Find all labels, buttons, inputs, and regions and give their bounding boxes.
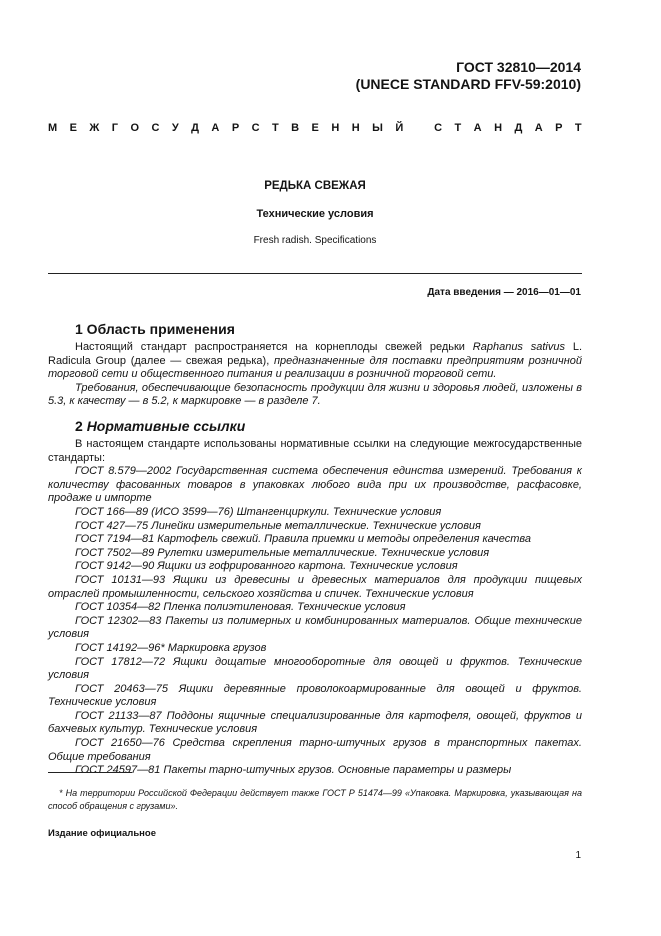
banner-letter: О — [130, 122, 140, 134]
references-list — [48, 465, 582, 778]
banner-letter: Е — [311, 122, 319, 134]
footnote-text: * На территории Российской Федерации действует также ГОСТ Р 51474—99 «Упаковка. Маркировка, указывающая на способ обращения с грузами». — [48, 788, 582, 811]
section-1-body — [48, 341, 582, 409]
banner-letter: Р — [231, 122, 240, 134]
reference-item: ГОСТ 10354—82 Пленка полиэтиленовая. Технические условия — [75, 601, 406, 614]
reference-item: ГОСТ 17812—72 Ящики дощатые многооборотные для овощей и фруктов. Технические условия — [48, 655, 582, 682]
reference-item: ГОСТ 9142—90 Ящики из гофрированного картона. Технические условия — [75, 560, 458, 573]
gost-number: ГОСТ 32810—2014 — [456, 59, 581, 75]
reference-item: ГОСТ 20463—75 Ящики деревянные проволокоармированные для овощей и фруктов. Технические условия — [48, 682, 582, 709]
references-intro: В настоящем стандарте использованы нормативные ссылки на следующие межгосударственные стандарты: — [48, 438, 582, 464]
reference-item: ГОСТ 12302—83 Пакеты из полимерных и комбинированных материалов. Общие технические условия — [48, 614, 582, 641]
section-1-heading: 1 Область применения — [75, 321, 235, 337]
section-2-number: 2 — [75, 418, 83, 434]
edition-label: Издание официальное — [48, 828, 156, 839]
reference-item: ГОСТ 7502—89 Рулетки измерительные металлические. Технические условия — [75, 546, 490, 559]
section-1-paragraph-2: Требования, обеспечивающие безопасность продукции для жизни и здоровья людей, изложены в 5.3, к качеству — в 5.2, к маркировке — в разделе 7. — [48, 381, 582, 408]
banner-letter: Д — [191, 122, 199, 134]
banner-letter: Г — [111, 122, 119, 134]
banner-letter: Н — [494, 122, 503, 134]
reference-item: ГОСТ 24597—81 Пакеты тарно-штучных грузов. Основные параметры и размеры — [75, 764, 512, 777]
normative-references — [48, 438, 582, 778]
banner-letter: Й — [395, 122, 404, 134]
reference-item: ГОСТ 427—75 Линейки измерительные металлические. Технические условия — [75, 519, 481, 532]
banner-letter: Ы — [372, 122, 383, 134]
banner-letter: Т — [271, 122, 279, 134]
banner-letter: А — [473, 122, 482, 134]
introduction-date: Дата введения — 2016—01—01 — [427, 287, 581, 298]
document-subtitle: Технические условия — [256, 208, 374, 220]
document-designation — [356, 59, 581, 93]
banner-letter: Д — [514, 122, 523, 134]
banner-letter: С — [434, 122, 443, 134]
unece-reference: (UNECE STANDARD FFV-59:2010) — [355, 76, 581, 92]
banner-letter: Е — [69, 122, 77, 134]
banner-letter: С — [251, 122, 260, 134]
banner-letter: Н — [351, 122, 360, 134]
banner-letter: Т — [454, 122, 462, 134]
footnote-separator — [48, 772, 132, 773]
banner-letter: У — [171, 122, 179, 134]
scope-text-cont: L. Radicula Group (далее — свежая редька), — [48, 341, 582, 367]
banner-letter: А — [534, 122, 543, 134]
reference-item: ГОСТ 14192—96* Маркировка грузов — [75, 641, 267, 654]
title-divider — [48, 273, 582, 274]
banner-letter — [416, 122, 422, 134]
banner-letter: Т — [574, 122, 582, 134]
page-number: 1 — [575, 850, 581, 861]
banner-letter: Н — [331, 122, 340, 134]
banner-letter: Ж — [89, 122, 100, 134]
banner-letter: С — [151, 122, 160, 134]
banner-letter: В — [291, 122, 300, 134]
reference-item: ГОСТ 7194—81 Картофель свежий. Правила приемки и методы определения качества — [75, 533, 532, 546]
reference-item: ГОСТ 166—89 (ИСО 3599—76) Штангенциркули. Технические условия — [75, 505, 442, 518]
reference-item: ГОСТ 8.579—2002 Государственная система обеспечения единства измерений. Требования к количеству фасованных товаров в упаковках любого вида при их производстве, расфасовке, продаже и импорте — [48, 465, 582, 505]
interstate-standard-banner — [48, 122, 582, 134]
scope-purpose: предназначенные для поставки предприятиям розничной торговой сети и общественного питания и реализации в розничной торговой сети. — [48, 354, 582, 381]
scope-text: Настоящий стандарт распространяется на корнеплоды свежей редьки — [75, 341, 473, 353]
species-name: Raphanus sativus — [472, 341, 565, 353]
reference-item: ГОСТ 10131—93 Ящики из древесины и древесных материалов для продукции пищевых отраслей промышленности, сельского хозяйства и спичек. Технические условия — [48, 573, 582, 600]
english-title: Fresh radish. Specifications — [253, 235, 377, 246]
banner-letter: М — [48, 122, 58, 134]
section-2-title: Нормативные ссылки — [86, 418, 246, 434]
reference-item: ГОСТ 21133—87 Поддоны ящичные специализированные для картофеля, овощей, фруктов и бахчевых культур. Технические условия — [48, 709, 582, 736]
banner-letter: А — [211, 122, 220, 134]
banner-letter: Р — [555, 122, 563, 134]
section-2-heading — [75, 418, 245, 434]
section-1-paragraph-1 — [48, 341, 582, 382]
document-title: РЕДЬКА СВЕЖАЯ — [264, 180, 366, 192]
footnote — [48, 787, 582, 813]
reference-item: ГОСТ 21650—76 Средства скрепления тарно-штучных грузов в транспортных пакетах. Общие требования — [48, 737, 582, 763]
